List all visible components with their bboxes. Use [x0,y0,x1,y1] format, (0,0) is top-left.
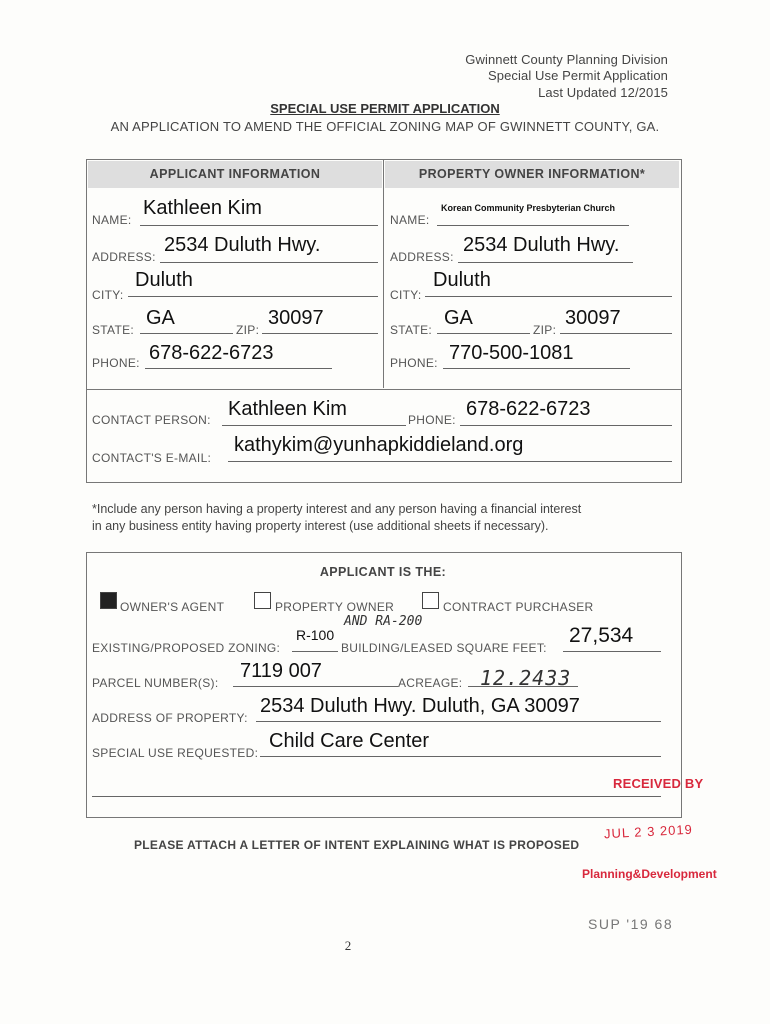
sqft-label: BUILDING/LEASED SQUARE FEET: [341,641,547,655]
owners-agent-checkbox[interactable] [100,592,117,609]
applicant-address-label: ADDRESS: [92,250,156,264]
property-owner-checkbox[interactable] [254,592,271,609]
acreage-field[interactable]: 12.2433 [480,666,572,690]
parcel-label: PARCEL NUMBER(S): [92,676,219,690]
received-date-stamp: JUL 2 3 2019 [603,821,694,842]
page-subtitle: AN APPLICATION TO AMEND THE OFFICIAL ZONING MAP OF GWINNETT COUNTY, GA. [110,119,660,134]
owner-city-label: CITY: [390,288,422,302]
zoning-label: EXISTING/PROPOSED ZONING: [92,641,281,655]
contact-person-line [222,425,406,426]
footnote-line-2: in any business entity having property interest (use additional sheets if necessary). [92,519,549,533]
owner-phone-line [443,368,630,369]
owner-phone-field[interactable]: 770-500-1081 [449,342,574,364]
sqft-line [563,651,661,652]
owner-state-line [437,333,530,334]
header-division: Gwinnett County Planning Division [465,52,668,67]
property-address-label: ADDRESS OF PROPERTY: [92,711,248,725]
extra-line [92,796,661,797]
applicant-city-line [128,296,378,297]
page-number: 2 [344,938,352,953]
applicant-name-line [140,225,378,226]
parcel-line [233,686,398,687]
applicant-state-line [140,333,233,334]
owner-state-field[interactable]: GA [444,307,473,329]
special-use-line [260,756,661,757]
contract-purchaser-checkbox[interactable] [422,592,439,609]
owner-city-line [425,296,672,297]
page-title: SPECIAL USE PERMIT APPLICATION [270,101,500,116]
received-stamp: RECEIVED BY [613,776,704,791]
applicant-state-label: STATE: [92,323,135,337]
owner-phone-label: PHONE: [390,356,438,370]
contact-person-label: CONTACT PERSON: [92,413,211,427]
property-address-field[interactable]: 2534 Duluth Hwy. Duluth, GA 30097 [260,695,580,717]
contact-phone-label: PHONE: [408,413,456,427]
applicant-info-heading: APPLICANT INFORMATION [88,161,382,188]
sup-number-stamp: SUP '19 68 [588,916,674,932]
department-stamp: Planning&Development [582,867,717,881]
sqft-field[interactable]: 27,534 [569,624,634,647]
owner-name-field[interactable]: Korean Community Presbyterian Church [441,203,616,213]
owner-name-line [437,225,629,226]
parcel-field[interactable]: 7119 007 [240,660,322,682]
owner-name-label: NAME: [390,213,430,227]
contact-phone-field[interactable]: 678-622-6723 [466,398,591,420]
special-use-field[interactable]: Child Care Center [269,730,430,752]
applicant-is-heading: APPLICANT IS THE: [319,565,447,579]
contact-phone-line [460,425,672,426]
applicant-name-field[interactable]: Kathleen Kim [143,197,262,219]
applicant-zip-field[interactable]: 30097 [268,307,324,329]
special-use-label: SPECIAL USE REQUESTED: [92,746,259,760]
property-owner-label: PROPERTY OWNER [275,600,395,614]
acreage-label: ACREAGE: [398,676,463,690]
zoning-line [292,651,338,652]
owner-address-line [458,262,633,263]
contact-email-line [228,461,672,462]
applicant-phone-label: PHONE: [92,356,140,370]
owners-agent-label: OWNER'S AGENT [120,600,225,614]
owner-address-field[interactable]: 2534 Duluth Hwy. [463,234,620,256]
owner-zip-label: ZIP: [533,323,557,337]
contact-email-label: CONTACT'S E-MAIL: [92,451,212,465]
attach-letter-note: PLEASE ATTACH A LETTER OF INTENT EXPLAINING WHAT IS PROPOSED [134,838,580,852]
footnote-line-1: *Include any person having a property interest and any person having a financial interest [92,502,582,516]
header-updated: Last Updated 12/2015 [538,85,668,100]
zoning-field[interactable]: R-100 [296,627,335,643]
applicant-city-field[interactable]: Duluth [135,269,193,291]
header-form-name: Special Use Permit Application [487,68,668,83]
owner-zip-field[interactable]: 30097 [565,307,621,329]
zoning-handwritten-note: AND RA-200 [344,614,423,629]
contact-person-field[interactable]: Kathleen Kim [228,398,347,420]
owner-zip-line [560,333,672,334]
contract-purchaser-label: CONTRACT PURCHASER [443,600,594,614]
applicant-address-line [160,262,378,263]
owner-info-heading: PROPERTY OWNER INFORMATION* [385,161,679,188]
applicant-name-label: NAME: [92,213,132,227]
applicant-phone-line [145,368,332,369]
applicant-state-field[interactable]: GA [146,307,175,329]
contact-email-field[interactable]: kathykim@yunhapkiddieland.org [234,434,524,456]
column-divider [383,159,384,388]
applicant-zip-line [262,333,378,334]
owner-state-label: STATE: [390,323,433,337]
owner-city-field[interactable]: Duluth [433,269,491,291]
applicant-phone-field[interactable]: 678-622-6723 [149,342,274,364]
property-address-line [256,721,661,722]
owner-address-label: ADDRESS: [390,250,454,264]
applicant-zip-label: ZIP: [236,323,260,337]
applicant-city-label: CITY: [92,288,124,302]
applicant-address-field[interactable]: 2534 Duluth Hwy. [164,234,321,256]
